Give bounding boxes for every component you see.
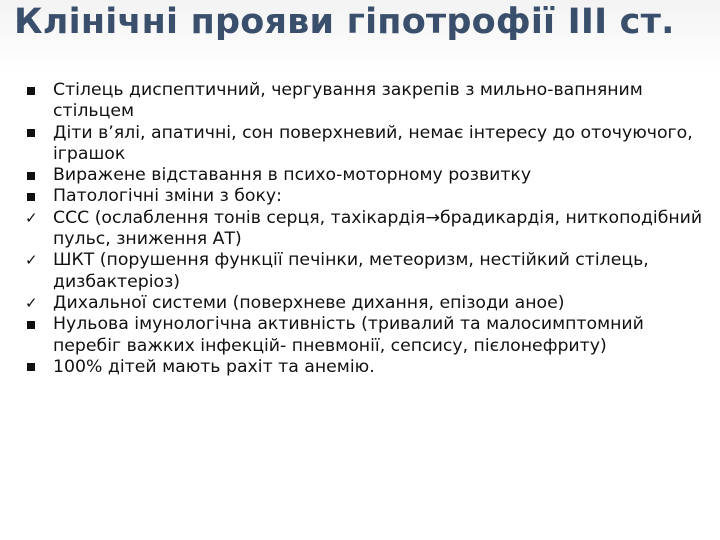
bullet-text: 100% дітей мають рахіт та анемію. — [53, 356, 375, 377]
square-bullet-icon — [27, 321, 35, 329]
bullet-text: Нульова імунологічна активність (тривалий та малосимптомний перебіг важких інфекцій- пневмонії, сепсису, пієлонефриту) — [53, 314, 644, 356]
bullet-item — [25, 314, 715, 357]
checkmark-icon: ✓ — [25, 293, 38, 312]
bullet-item — [25, 357, 715, 378]
bullet-item — [25, 208, 715, 251]
bullet-text: Діти в’ялі, апатичні, сон поверхневий, немає інтересу до оточуючого, іграшок — [53, 122, 693, 164]
bullet-item — [25, 165, 715, 186]
bullet-text: Патологічні зміни з боку: — [53, 186, 282, 207]
bullet-text: ШКТ (порушення функції печінки, метеоризм, нестійкий стілець, дизбактеріоз) — [53, 250, 649, 292]
square-bullet-icon — [27, 87, 35, 95]
bullet-item — [25, 250, 715, 293]
bullet-text: ССС (ослаблення тонів серця, тахікардія→брадикардія, ниткоподібний пульс, зниження АТ) — [53, 207, 703, 250]
bullet-text: Стілець диспептичний, чергування закрепів з мильно-вапняним стільцем — [53, 80, 643, 122]
bullet-item — [25, 80, 715, 123]
bullet-text: Виражене відставання в психо-моторному розвитку — [53, 165, 532, 186]
square-bullet-icon — [27, 193, 35, 201]
square-bullet-icon — [27, 129, 35, 137]
checkmark-icon: ✓ — [25, 251, 38, 270]
slide-title: Клінічні прояви гіпотрофії ІІІ ст. — [14, 2, 675, 42]
checkmark-icon: ✓ — [25, 208, 38, 227]
bullet-item — [25, 123, 715, 166]
bullet-list — [25, 80, 715, 378]
bullet-text: Дихальної системи (поверхневе дихання, епізоди аное) — [53, 292, 565, 313]
bullet-item — [25, 293, 715, 314]
bullet-item — [25, 186, 715, 207]
square-bullet-icon — [27, 363, 35, 371]
square-bullet-icon — [27, 172, 35, 180]
